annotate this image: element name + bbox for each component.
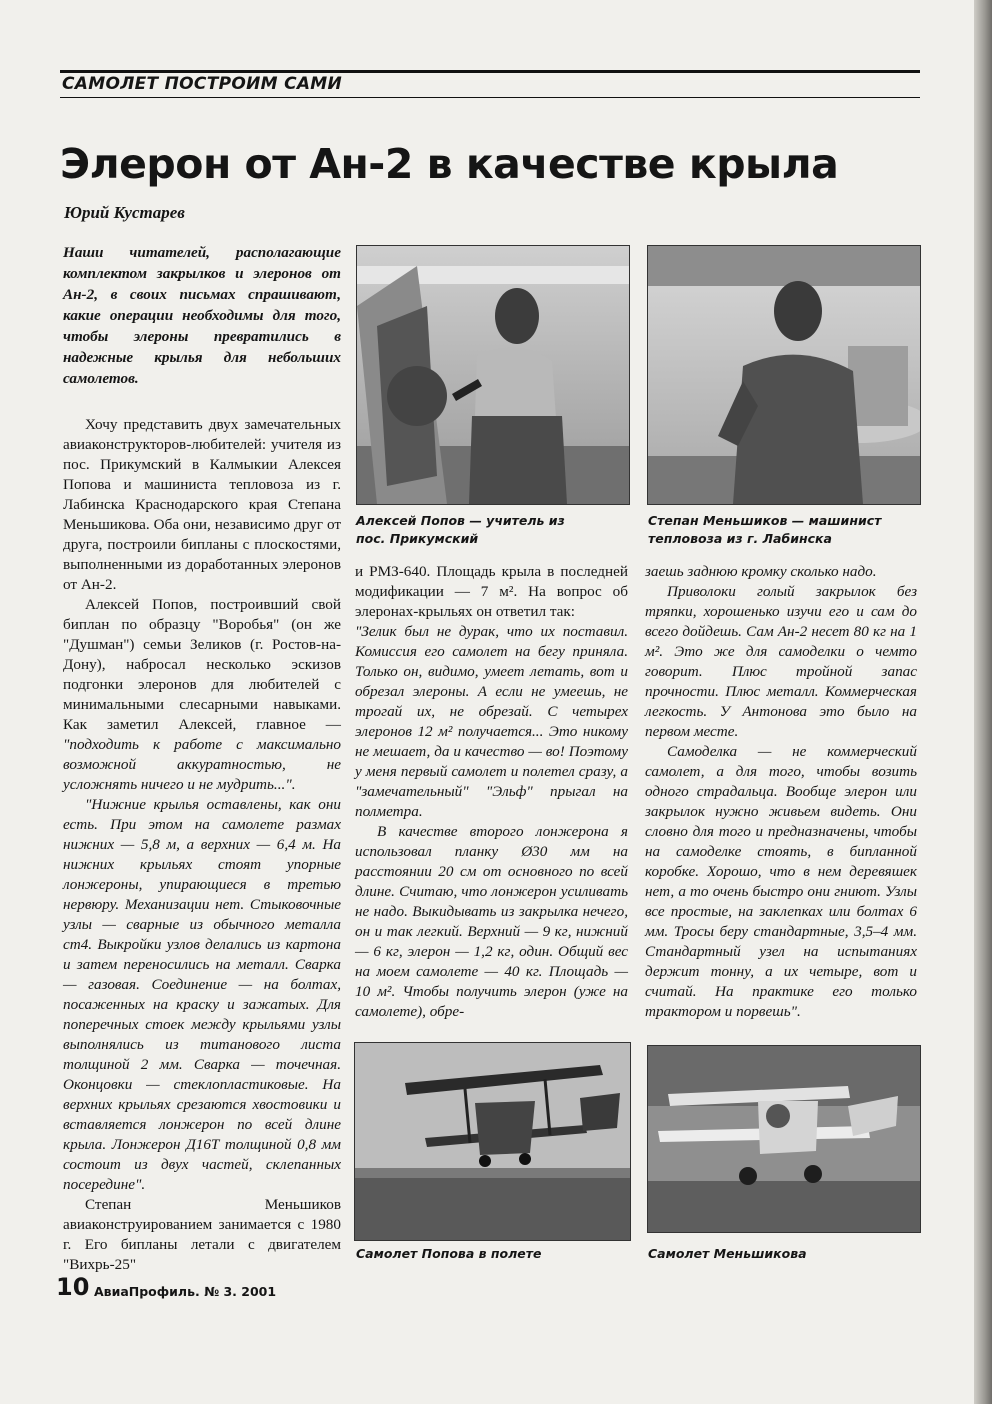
article-author: Юрий Кустарев [64, 203, 185, 222]
photo-popov-plane [354, 1042, 631, 1241]
caption-photo-popov: Алексей Попов — учитель из пос. Прикумский [356, 513, 565, 546]
col3-paragraph-1: заешь заднюю кромку сколько надо. [645, 563, 877, 580]
col1-paragraph-1: Хочу представить двух замечательных авиаконструкторов-любителей: учителя из пос. Прикумский в Калмыкии Алексея Попова и машиниста тепловоза из г. Лабинска Краснодарского края Степана Меньшикова. Оба они, независимо друг от друга, построили бипланы с плоскостями, выполненными из доработанных элеронов от Ан-2. [63, 416, 341, 593]
column-2 [355, 562, 628, 1022]
caption-photo-menshikov: Степан Меньшиков — машинист тепловоза из г. Лабинска [648, 513, 882, 546]
caption-menshikov-plane: Самолет Меньшикова [648, 1246, 807, 1261]
header-rule-top [60, 70, 920, 73]
col1-paragraph-2 [63, 595, 341, 795]
photo-popov-portrait [356, 245, 630, 505]
col1-paragraph-2-text: Алексей Попов, построивший свой биплан по образцу "Воробья" (он же "Душман") семьи Зеликов (г. Ростов-на-Дону), набросал несколько эскизов подгонки элеронов для любителей с минимальными слесарными навыками. Как заметил Алексей, главное — [63, 596, 341, 733]
column-3 [645, 562, 917, 1022]
lead-paragraph: Наши читателей, располагающие комплектом закрылков и элеронов от Ан-2, в своих письмах спрашивают, какие операции необходимы для того, чтобы элероны превратились в надежные крылья для небольших самолетов. [63, 244, 341, 387]
magazine-issue: АвиаПрофиль. № 3. 2001 [94, 1284, 277, 1299]
caption-popov-plane: Самолет Попова в полете [356, 1246, 542, 1261]
col2-paragraph-2: В качестве второго лонжерона я использовал планку Ø30 мм на расстоянии 20 см от основного по всей длине. Считаю, что лонжерон усиливать не надо. Выкидывать из закрылка нечего, он и так легкий. Верхний — 9 кг, нижний — 6 кг, элерон — 1,2 кг, один. Общий вес на моем самолете — 40 кг. Площадь — 10 м². Чтобы получить элерон (уже на самолете), обре- [355, 823, 628, 1020]
col1-paragraph-4: Степан Меньшиков авиаконструированием занимается с 1980 г. Его бипланы летали с двигателем "Вихрь-25" [63, 1196, 341, 1273]
photo-menshikov-portrait-image [648, 246, 920, 504]
article-title: Элерон от Ан-2 в качестве крыла [60, 140, 839, 188]
photo-popov-portrait-image [357, 246, 629, 504]
col1-inline-quote: "подходить к работе с максимально возможной аккуратностью, не усложнять ничего и не мудрить...". [63, 736, 341, 793]
photo-menshikov-plane-image [648, 1046, 920, 1232]
col3-paragraph-3: Самоделка — не коммерческий самолет, а для того, чтобы возить одного страдальца. Вообще элерон или закрылок нужно живьем видеть. Они словно для того и предназначены, чтобы на самоделке стоять, в бипланной коробке. Хорошо, что в нем деревяшек нет, а то очень быстро они гниют. Узлы все простые, на заклепках или болтах 6 мм. Тросы беру стандартные, 3,5–4 мм. Стандартный узел на испытаниях держит тонну, а их четыре, вот и считай. На практике его только трактором и порвешь". [645, 743, 917, 1020]
page-number: 10 [56, 1273, 90, 1301]
col2-intro: и РМЗ-640. Площадь крыла в последней модификации — 7 м². На вопрос об элеронах-крыльях он ответил так: [355, 563, 628, 620]
photo-menshikov-portrait [647, 245, 921, 505]
col2-quote: "Зелик был не дурак, что их поставил. Комиссия его самолет на бегу приняла. Только он, видимо, умеет летать, вот и обрезал элероны. А если не умеешь, не трогай их, не обрезай. С четырех элеронов 12 м² получается... Это никому не мешает, да и качество — во! Поэтому у меня первый самолет и полетел сразу, а "замечательный" "Эльф" прыгал на полметра. [355, 623, 628, 820]
photo-popov-plane-image [355, 1043, 630, 1240]
column-1 [63, 242, 341, 1275]
col3-paragraph-2: Приволоки голый закрылок без тряпки, хорошенько изучи его и сам до всего дойдешь. Сам Ан-2 несет 80 кг на 1 м². Это же для самоделки о чемто говорит. Плюс тройной запас прочности. Плюс металл. Коммерческая легкость. У Антонова это было на первом месте. [645, 583, 917, 740]
page-binding-shadow [974, 0, 992, 1404]
col1-paragraph-3: "Нижние крылья оставлены, как они есть. При этом на самолете размах нижних — 5,8 м, а верхних — 6,4 м. На нижних крыльях стоят упорные лонжероны, упирающиеся в третью нервюру. Механизации нет. Стыковочные узлы — сварные из обычного металла ст4. Выкройки узлов делались из картона и затем переносились на металл. Сварка — газовая. Соединение — на болтах, посаженных на краску и зажатых. Для поперечных стоек между крыльями узлы выполнялись из титанового листа толщиной 2 мм. Сварка — точечная. Оконцовки — стеклопластиковые. На верхних крыльях срезаются хвостовики и вставляется лонжерон по всей длине крыла. Лонжерон Д16Т толщиной 0,8 мм состоит из двух частей, склепанных посередине". [63, 796, 341, 1193]
photo-menshikov-plane [647, 1045, 921, 1233]
section-label: САМОЛЕТ ПОСТРОИМ САМИ [62, 74, 343, 94]
header-rule-bottom [60, 97, 920, 98]
